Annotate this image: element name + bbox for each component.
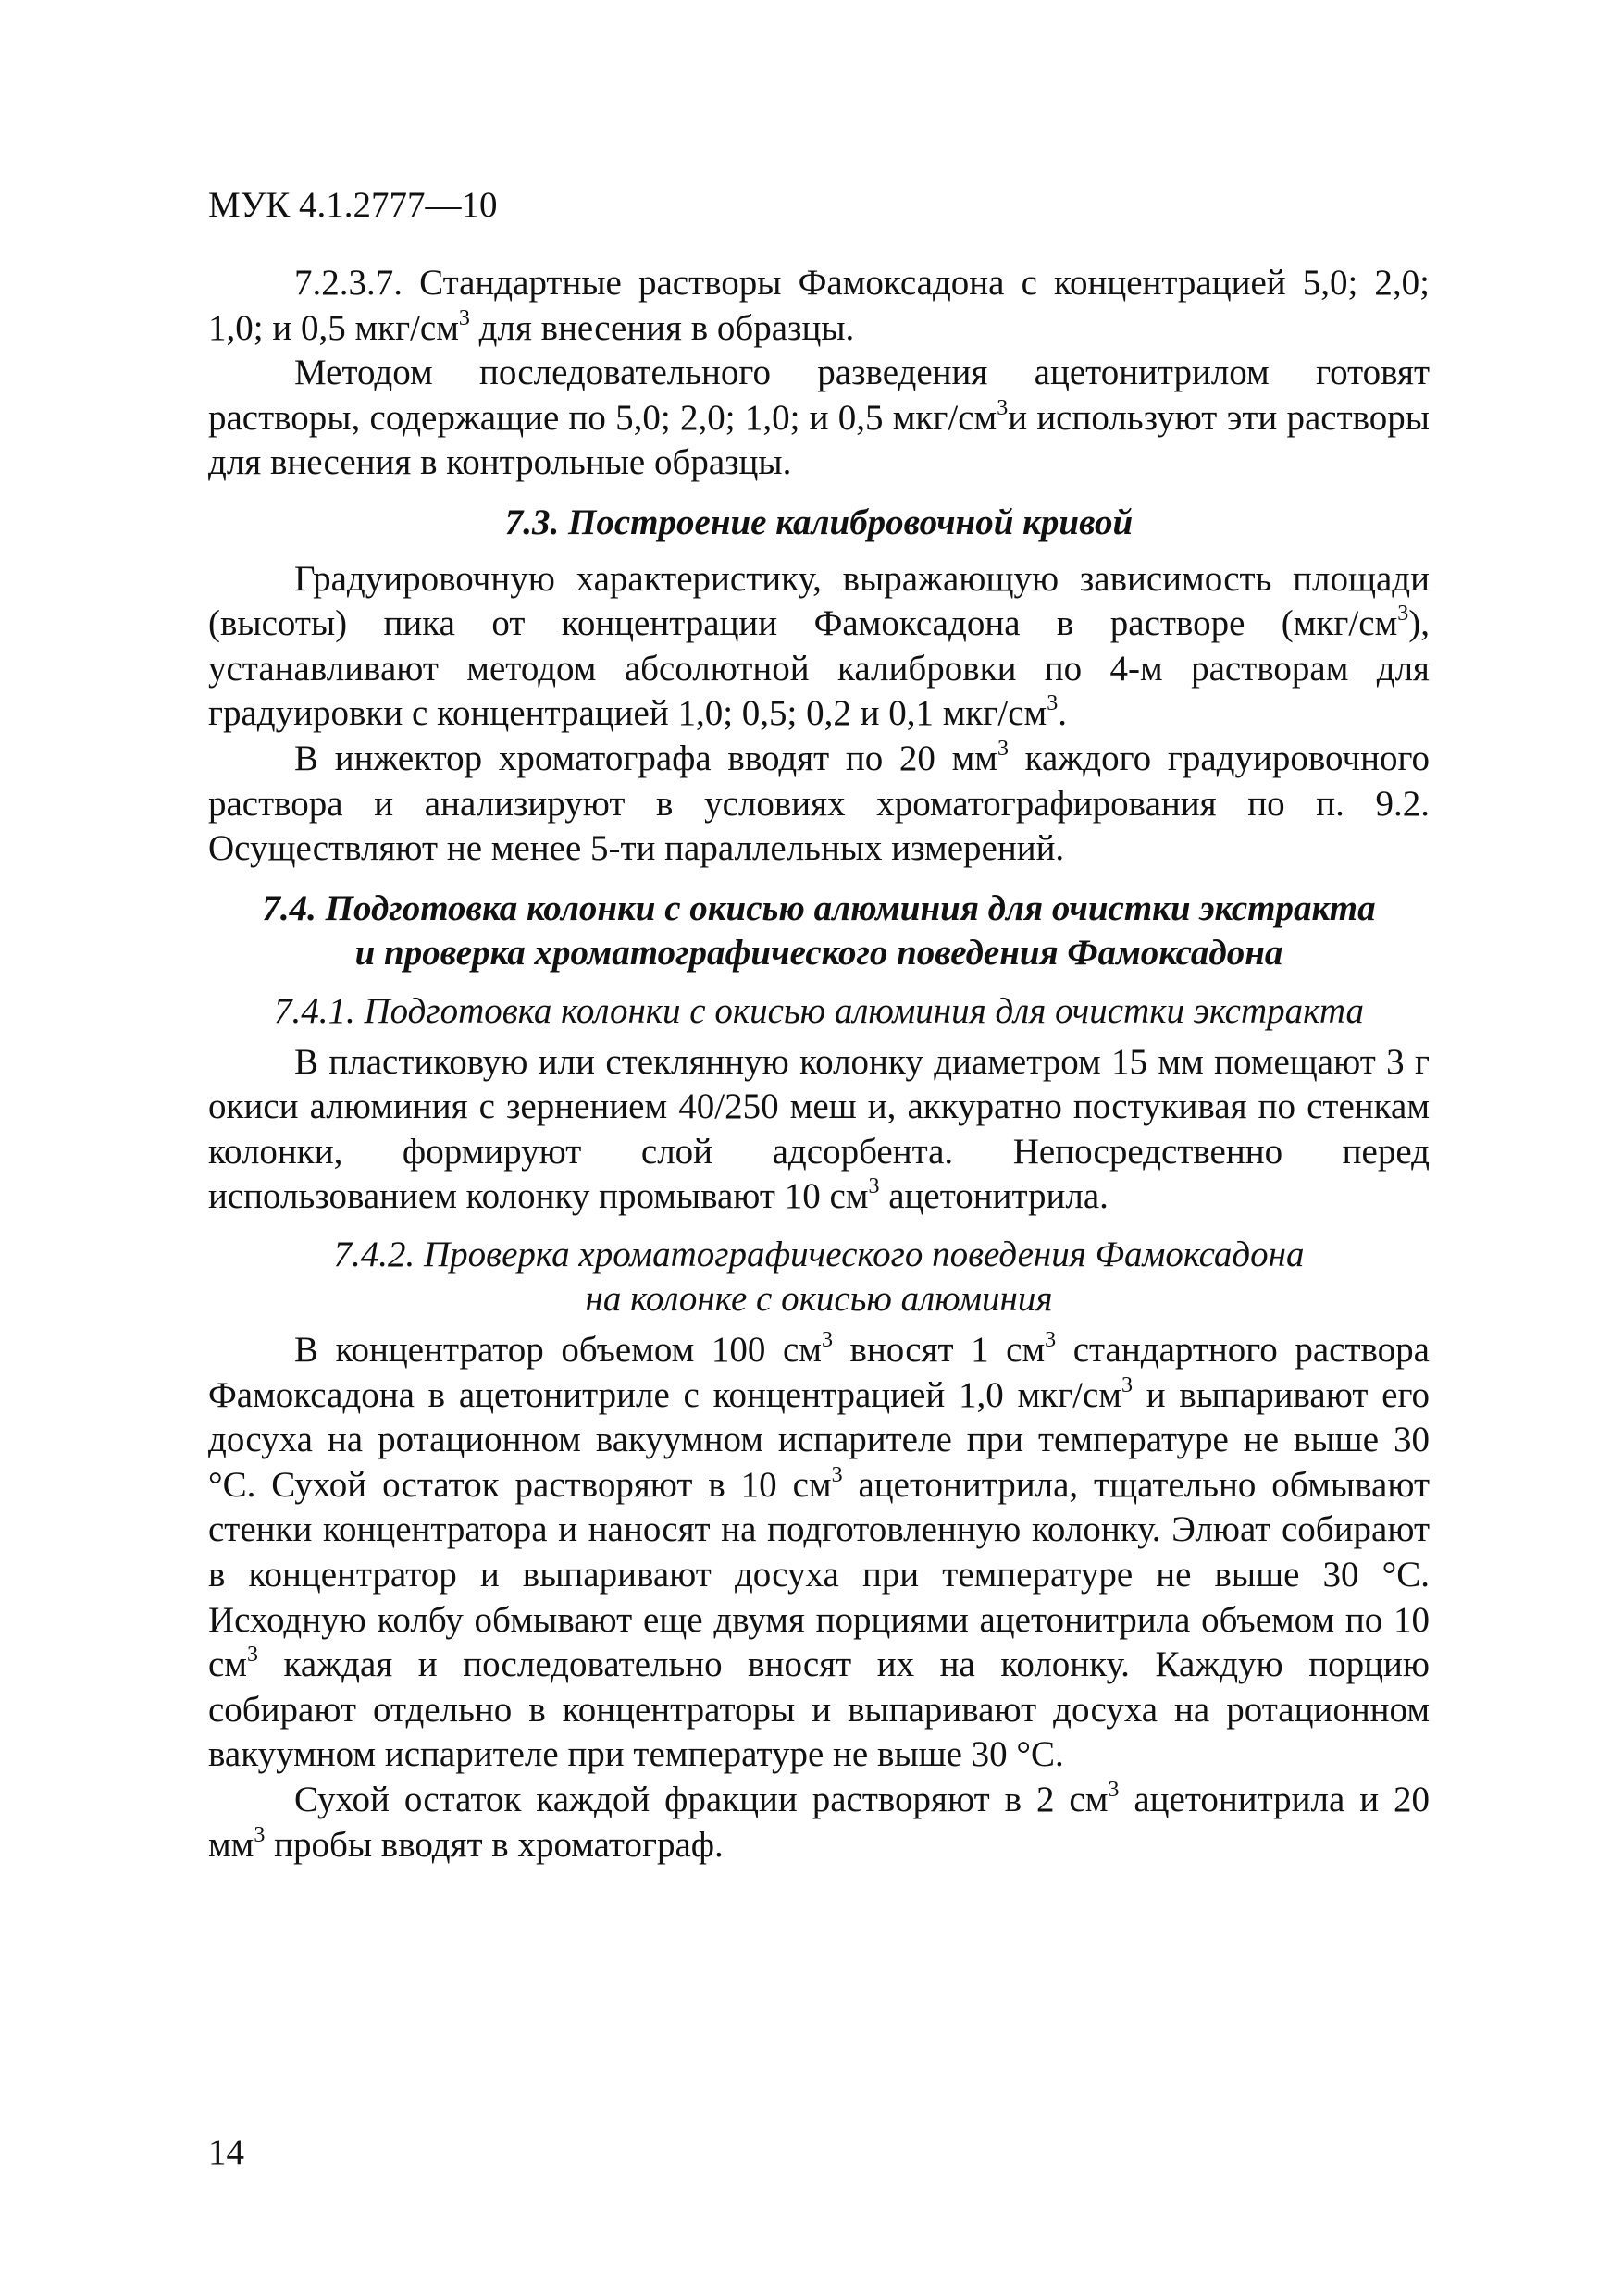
document-body [208, 261, 1430, 1868]
page-number: 14 [208, 2132, 244, 2172]
subsection-heading-7-4-1: 7.4.1. Подготовка колонки с окисью алюминия для очистки экстракта [273, 990, 1365, 1031]
paragraph-dry-residue: Сухой остаток каждой фракции растворяют в 2 $см^3$ ацетонитрила и 20 $мм^3$ пробы вводят в хроматограф. [208, 1778, 1431, 1865]
section-heading-7-4: 7.4. Подготовка колонки с окисью алюминия для очистки экстракта и проверка хроматографического поведения Фамоксадона [262, 887, 1376, 974]
paragraph-column-prep: В пластиковую или стеклянную колонку диаметром 15 мм помещают 3 г окиси алюминия с зернением 40/250 меш и, аккуратно постукивая по стенкам колонки, формируют слой адсорбента. Непосредственно перед использованием колонку промывают 10 $см^3$ ацетонитрила. [208, 1041, 1430, 1217]
subsection-heading-7-4-2: 7.4.2. Проверка хроматографического поведения Фамоксадона на колонке с окисью алюминия [333, 1234, 1305, 1320]
document-code-header: МУК 4.1.2777—10 [208, 185, 498, 225]
paragraph-dilution: Методом последовательного разведения ацетонитрилом готовят растворы, содержащие по 5,0; 2,0; 1,0; и 0,5 мкг/$см^3и$ используют эти растворы для внесения в контрольные образцы. [208, 353, 1431, 483]
paragraph-7-2-3-7: 7.2.3.7. Стандартные растворы Фамоксадона с концентрацией 5,0; 2,0; 1,0; и 0,5 мкг/$см^3$ для внесения в образцы. [208, 263, 1430, 348]
paragraph-calibration: Градуировочную характеристику, выражающую зависимость площади (высоты) пика от концентрации Фамоксадона в растворе $(мкг/см^3)$, устанавливают методом абсолютной калибровки по 4-м растворам для градуировки с концентрацией 1,0; 0,5; 0,2 и 0,1 мкг/$см^3$. [208, 558, 1430, 734]
paragraph-concentrator: В концентратор объемом 100 $см^3$ вносят 1 $см^3$ стандартного раствора Фамоксадона в ацетонитриле с концентрацией 1,0 мкг/$см^3$ и выпаривают его досуха на ротационном вакуумном испарителе при температуре не выше 30 °С. Сухой остаток растворяют в 10 $см^3$ ацетонитрила, тщательно обмывают стенки концентратора и наносят на подготовленную колонку. Элюат собирают в концентратор и выпаривают досуха при температуре не выше 30 °С. Исходную колбу обмывают еще двумя порциями ацетонитрила объемом по 10 $см^3$ каждая и последовательно вносят их на колонку. Каждую порцию собирают отдельно в концентраторы и выпаривают досуха на ротационном вакуумном испарителе при температуре не выше 30 °С. [208, 1328, 1430, 1775]
paragraph-injector: В инжектор хроматографа вводят по 20 $мм^3$ каждого градуировочного раствора и анализируют в условиях хроматографирования по п. 9.2. Осуществляют не менее 5-ти параллельных измерений. [208, 736, 1430, 869]
section-heading-7-3: 7.3. Построение калибровочной кривой [504, 502, 1134, 542]
